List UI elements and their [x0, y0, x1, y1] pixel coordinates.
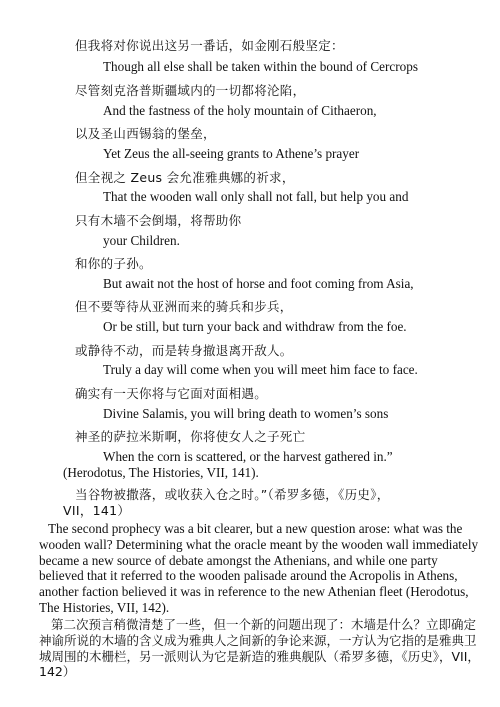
- verse-line-zh: 确实有一天你将与它面对面相遇。: [75, 386, 268, 401]
- body-paragraph-en: The second prophecy was a bit clearer, but a new question arose: what was the wooden wall? Determining what the oracle meant by the wooden wall immediately became a new source of debate amongst the Athenians, and while one party believed that it referred to the wooden palisade around the Acropolis in Athens, another faction believed it was in reference to the new Athenian fleet (Herodotus, The Histories, VII, 142).: [39, 521, 479, 615]
- verse-line-en: Truly a day will come when you will meet him face to face.: [103, 362, 418, 377]
- verse-line-en: But await not the host of horse and foot coming from Asia,: [103, 276, 414, 291]
- verse-line-zh: 但全视之 Zeus 会允准雅典娜的祈求，: [75, 170, 295, 185]
- verse-line-en: Yet Zeus the all-seeing grants to Athene’s prayer: [103, 146, 360, 161]
- verse-line-zh: 和你的子孙。: [75, 256, 152, 271]
- verse-line-zh: 尽管刻克洛普斯疆域内的一切都将沦陷，: [75, 83, 306, 98]
- citation-en: (Herodotus, The Histories, VII, 141).: [63, 465, 259, 480]
- verse-last-line-zh: 当谷物被撒落，或收获入仓之时。”（希罗多德，《历史》，: [75, 487, 390, 502]
- verse-line-en: Though all else shall be taken within the bound of Cercrops: [103, 59, 418, 74]
- verse-line-en: Or be still, but turn your back and withdraw from the foe.: [103, 319, 407, 334]
- verse-line-en: your Children.: [103, 233, 180, 248]
- verse-line-zh: 神圣的萨拉米斯啊，你将使女人之子死亡: [75, 429, 306, 444]
- verse-line-zh: 或静待不动，而是转身撤退离开敌人。: [75, 343, 293, 358]
- body-paragraph-zh: 第二次预言稍微清楚了一些，但一个新的问题出现了：木墙是什么？立即确定神谕所说的木墙的含义成为雅典人之间新的争论来源，一方认为它指的是雅典卫城周围的木栅栏，另一派则认为它是新造的雅典舰队（希罗多德，《历史》，VII，142）: [39, 617, 480, 680]
- verse-line-en: Divine Salamis, you will bring death to women’s sons: [103, 406, 389, 421]
- verse-line-en: That the wooden wall only shall not fall, but help you and: [103, 189, 409, 204]
- verse-line-en: And the fastness of the holy mountain of Cithaeron,: [103, 103, 377, 118]
- verse-line-en: When the corn is scattered, or the harvest gathered in.”: [103, 449, 393, 464]
- citation-zh: VII，141）: [63, 503, 131, 518]
- verse-intro-zh: 但我将对你说出这另一番话，如金刚石般坚定：: [75, 38, 344, 53]
- verse-line-zh: 以及圣山西锡翁的堡垒，: [75, 126, 216, 141]
- verse-line-zh: 但不要等待从亚洲而来的骑兵和步兵，: [75, 299, 293, 314]
- verse-line-zh: 只有木墙不会倒塌，将帮助你: [75, 213, 242, 228]
